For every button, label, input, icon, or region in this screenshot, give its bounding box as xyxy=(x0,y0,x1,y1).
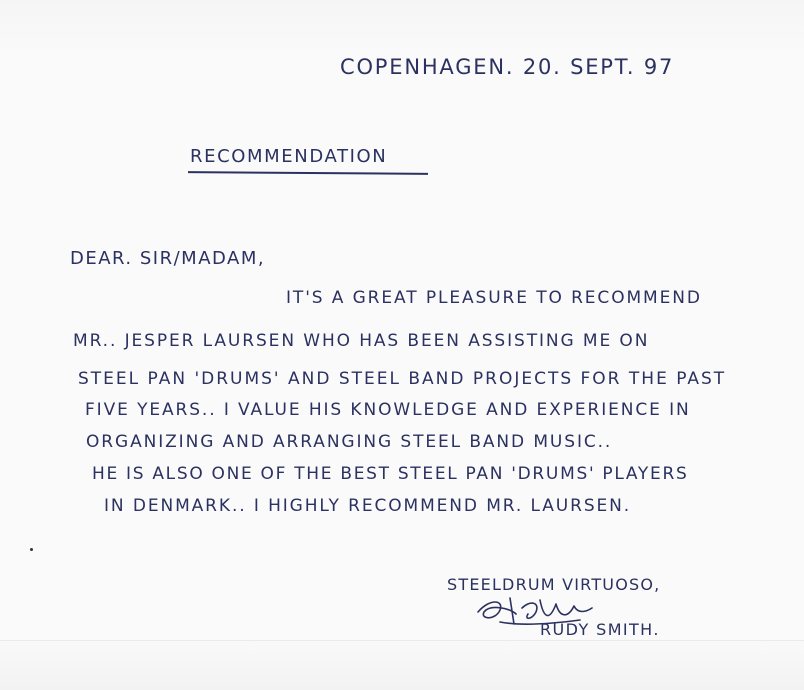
body-line: ORGANIZING AND ARRANGING STEEL BAND MUSIC.. xyxy=(86,432,613,452)
body-line: MR.. JESPER LAURSEN WHO HAS BEEN ASSISTING ME ON xyxy=(73,331,650,351)
body-line: STEEL PAN 'DRUMS' AND STEEL BAND PROJECTS FOR THE PAST xyxy=(78,369,727,389)
letter-title: RECOMMENDATION xyxy=(190,146,388,167)
paper-fold xyxy=(0,640,804,641)
body-line: IN DENMARK.. I HIGHLY RECOMMEND MR. LAURSEN. xyxy=(104,496,632,516)
body-line: FIVE YEARS.. I VALUE HIS KNOWLEDGE AND EXPERIENCE IN xyxy=(85,400,691,420)
letter-greeting: DEAR. SIR/MADAM, xyxy=(70,248,266,269)
letter-signoff: STEELDRUM VIRTUOSO, xyxy=(447,575,661,594)
paper-speck xyxy=(30,548,33,551)
body-line: IT'S A GREAT PLEASURE TO RECOMMEND xyxy=(286,288,702,308)
letter-date: COPENHAGEN. 20. SEPT. 97 xyxy=(340,55,675,79)
title-underline xyxy=(188,171,428,175)
body-line: HE IS ALSO ONE OF THE BEST STEEL PAN 'DRUMS' PLAYERS xyxy=(92,464,689,484)
signer-name: RUDY SMITH. xyxy=(540,620,660,639)
